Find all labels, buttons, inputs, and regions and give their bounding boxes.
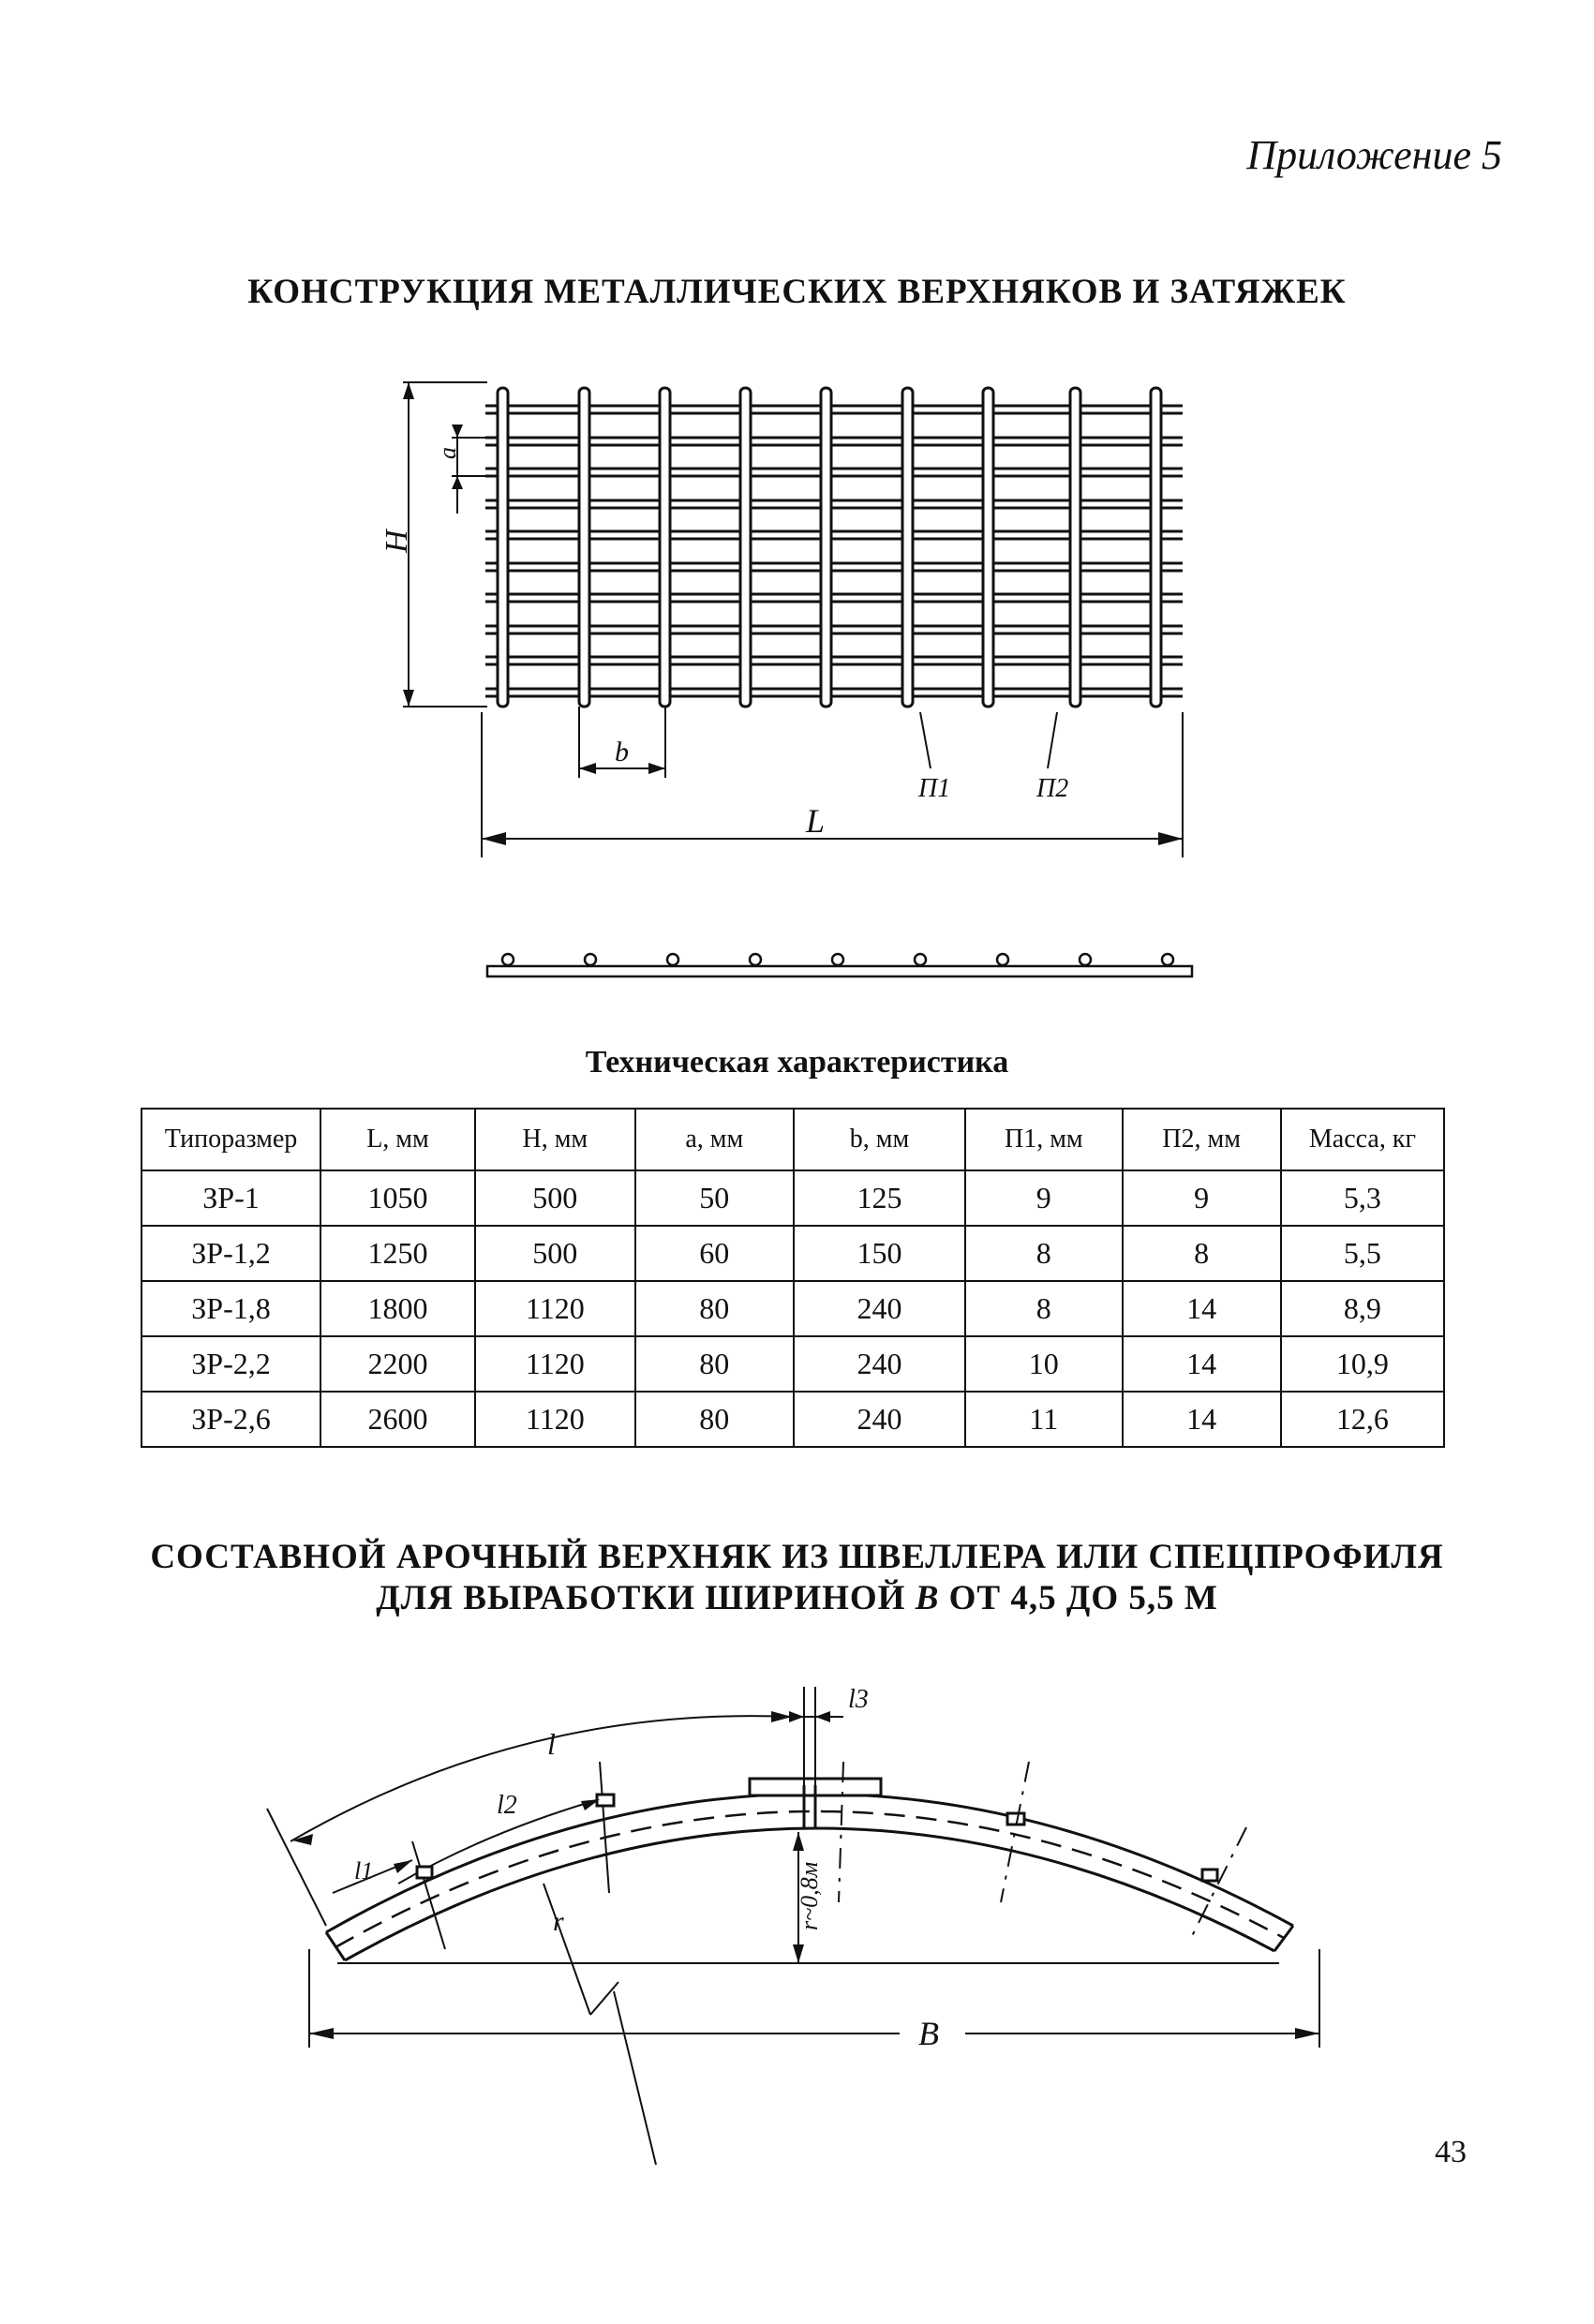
cell: 10 bbox=[965, 1336, 1122, 1392]
label-H: H bbox=[380, 529, 414, 553]
table-row bbox=[142, 1281, 1444, 1336]
title2-line2 bbox=[0, 1578, 1594, 1619]
cell: 5,3 bbox=[1281, 1170, 1444, 1226]
mesh-transverse-bars bbox=[498, 388, 1161, 707]
header-p1: П1, мм bbox=[965, 1109, 1122, 1170]
title2-suffix: ОТ 4,5 ДО 5,5 М bbox=[939, 1579, 1218, 1617]
cell: 150 bbox=[794, 1226, 965, 1281]
header-L: L, мм bbox=[320, 1109, 475, 1170]
label-a: a bbox=[434, 447, 461, 459]
cell: 500 bbox=[475, 1170, 635, 1226]
table-row bbox=[142, 1226, 1444, 1281]
cell: 500 bbox=[475, 1226, 635, 1281]
cell: ЗР-1 bbox=[142, 1170, 320, 1226]
section-title-arch bbox=[0, 1537, 1594, 1619]
title2-var: B bbox=[915, 1579, 940, 1617]
label-B: B bbox=[918, 2015, 939, 2052]
cell: 10,9 bbox=[1281, 1336, 1444, 1392]
cell: 1250 bbox=[320, 1226, 475, 1281]
cell: 9 bbox=[1123, 1170, 1281, 1226]
cell: 80 bbox=[635, 1336, 794, 1392]
cell: 50 bbox=[635, 1170, 794, 1226]
cell: 1800 bbox=[320, 1281, 475, 1336]
header-H: H, мм bbox=[475, 1109, 635, 1170]
label-p1: П1 bbox=[918, 774, 951, 803]
label-l2: l2 bbox=[497, 1791, 517, 1820]
cell: 1120 bbox=[475, 1392, 635, 1447]
label-p2: П2 bbox=[1036, 774, 1069, 803]
cell: 60 bbox=[635, 1226, 794, 1281]
table-caption: Техническая характеристика bbox=[585, 1045, 1009, 1080]
mesh-side-view bbox=[487, 954, 1192, 976]
label-l3: l3 bbox=[848, 1685, 869, 1714]
header-mass: Масса, кг bbox=[1281, 1109, 1444, 1170]
title2-line1: СОСТАВНОЙ АРОЧНЫЙ ВЕРХНЯК ИЗ ШВЕЛЛЕРА ИЛИ СПЕЦПРОФИЛЯ bbox=[150, 1538, 1444, 1576]
cell: 14 bbox=[1123, 1392, 1281, 1447]
header-p2: П2, мм bbox=[1123, 1109, 1281, 1170]
table-row bbox=[142, 1170, 1444, 1226]
table-row bbox=[142, 1392, 1444, 1447]
cell: 14 bbox=[1123, 1336, 1281, 1392]
cell: 1050 bbox=[320, 1170, 475, 1226]
cell: 8,9 bbox=[1281, 1281, 1444, 1336]
header-b: b, мм bbox=[794, 1109, 965, 1170]
cell: 5,5 bbox=[1281, 1226, 1444, 1281]
title2-prefix: ДЛЯ ВЫРАБОТКИ ШИРИНОЙ bbox=[376, 1579, 916, 1617]
cell: 80 bbox=[635, 1281, 794, 1336]
spec-table bbox=[141, 1108, 1445, 1448]
cell: 8 bbox=[965, 1226, 1122, 1281]
cell: 125 bbox=[794, 1170, 965, 1226]
header-size: Типоразмер bbox=[142, 1109, 320, 1170]
label-r: r bbox=[553, 1906, 564, 1937]
cell: 12,6 bbox=[1281, 1392, 1444, 1447]
mesh-longitudinal-bars bbox=[485, 406, 1183, 696]
cell: 14 bbox=[1123, 1281, 1281, 1336]
cell: ЗР-2,2 bbox=[142, 1336, 320, 1392]
section-title-mesh: КОНСТРУКЦИЯ МЕТАЛЛИЧЕСКИХ ВЕРХНЯКОВ И ЗАТЯЖЕК bbox=[247, 273, 1347, 311]
arch-inner bbox=[345, 1828, 1274, 1960]
appendix-label: Приложение 5 bbox=[1246, 132, 1502, 178]
label-height: r~0,8м bbox=[796, 1861, 823, 1930]
cell: ЗР-2,6 bbox=[142, 1392, 320, 1447]
label-l1: l1 bbox=[354, 1857, 374, 1885]
cell: 2200 bbox=[320, 1336, 475, 1392]
label-b: b bbox=[615, 737, 629, 767]
cell: ЗР-1,2 bbox=[142, 1226, 320, 1281]
cell: 9 bbox=[965, 1170, 1122, 1226]
cell: 240 bbox=[794, 1281, 965, 1336]
cell: 240 bbox=[794, 1392, 965, 1447]
page-number: 43 bbox=[1435, 2135, 1467, 2169]
cell: 1120 bbox=[475, 1281, 635, 1336]
arch-outer bbox=[326, 1794, 1293, 1932]
cell: 2600 bbox=[320, 1392, 475, 1447]
table-header-row bbox=[142, 1109, 1444, 1170]
cell: 240 bbox=[794, 1336, 965, 1392]
cell: 80 bbox=[635, 1392, 794, 1447]
label-L: L bbox=[806, 802, 826, 840]
table-row bbox=[142, 1336, 1444, 1392]
cell: 1120 bbox=[475, 1336, 635, 1392]
cell: 11 bbox=[965, 1392, 1122, 1447]
header-a: a, мм bbox=[635, 1109, 794, 1170]
cell: 8 bbox=[965, 1281, 1122, 1336]
cell: ЗР-1,8 bbox=[142, 1281, 320, 1336]
label-l: l bbox=[547, 1727, 556, 1761]
cell: 8 bbox=[1123, 1226, 1281, 1281]
